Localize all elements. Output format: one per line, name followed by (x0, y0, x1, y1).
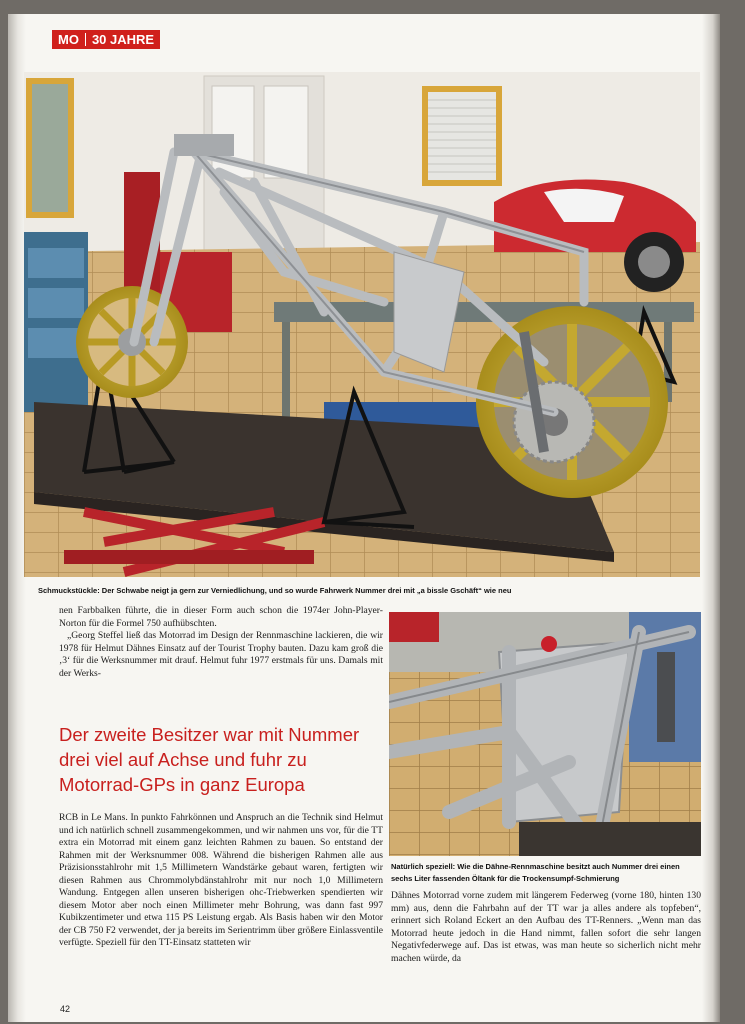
detail-photo (389, 612, 701, 856)
page-number: 42 (60, 1004, 71, 1014)
page-edge-shadow (702, 14, 720, 1022)
section-badge (52, 30, 160, 49)
small-caption-text: Wie die Dähne-Rennmaschine besitzt auch Nummer drei einen sechs Liter fassenden Öltank für die Trockensumpf-Schmierung (391, 862, 680, 883)
main-photo-caption (38, 586, 698, 595)
right-text-column (391, 890, 701, 965)
badge-brand: MO (58, 32, 79, 47)
article-headline: Der zweite Besitzer war mit Nummer drei viel auf Achse und fuhr zu Motorrad-GPs in ganz Europa (59, 724, 360, 795)
intro-text-column (59, 605, 383, 680)
badge-section: 30 JAHRE (91, 32, 155, 47)
detail-photo-illustration (389, 612, 701, 856)
main-photo-illustration (24, 72, 700, 577)
main-caption-text: Der Schwabe neigt ja gern zur Verniedlichung, und so wurde Fahrwerk Nummer drei mit „a bissle Gschäft“ wie neu (101, 586, 512, 595)
badge-divider (85, 33, 86, 46)
intro-paragraph: nen Farbbalken führte, die in dieser Form auch schon die 1974er John-Player-Norton für die Formel 750 aufhübschten. (59, 605, 383, 629)
magazine-page (8, 14, 720, 1022)
detail-photo-caption (391, 861, 701, 885)
main-paragraph: RCB in Le Mans. In punkto Fahrkönnen und Anspruch an die Technik sind Helmut und ich natürlich schnell zusammengekommen, und wir nahmen uns vor, für die TT extra ein Motorrad mit einem ganz leichten Rahmen zu bauen. So entstand der Rahmen mit der Werksnummer 008. Während die bisherigen Rahmen alle aus Präzisionsstahlrohr mit 1,5 Millimetern Wandstärke gebaut waren, fertigten wir diesen Rahmen aus Chrommolybdänstahlrohr mit nur noch 1,0 Millimetern Wandung. Entgegen allen unseren bisherigen ohc-Triebwerken spendierten wir diesem Motor aber noch einen Millimeter mehr Bohrung, was dann fast 997 Kubikzentimeter und etwa 115 PS Leistung ergab. Als Basis haben wir den Motor der CB 750 F2 verwendet, der ja bereits im Serientrimm über größere Einlassventile verfügte. Speziell für den TT-Einsatz statteten wir (59, 812, 383, 948)
intro-quote-paragraph: „Georg Steffel ließ das Motorrad im Design der Rennmaschine lackieren, die wir 1978 für Helmut Dähnes Einsatz auf der Tourist Trophy bauten. Dazu kam groß die ‚3‘ für die Werksnummer mit drauf. Helmut fuhr 1977 erstmals für uns. Damals mit der Werks- (59, 630, 383, 679)
small-caption-prefix: Natürlich speziell: (391, 862, 456, 871)
main-text-column (59, 812, 383, 950)
main-caption-prefix: Schmuckstückle: (38, 586, 100, 595)
main-photo (24, 72, 700, 577)
right-paragraph: Dähnes Motorrad vorne zudem mit längerem Federweg (vorne 180, hinten 130 mm) aus, denn die Fahrbahn auf der TT war ja alles andere als topfeben“, erinnert sich Roland Eckert an den Aufbau des TT-Renners. „Wenn man das Motorrad heute jedoch in die Hand nimmt, fallen sofort die sehr langen Negativfederwege auf. Das ist etwas, was man heute so sicherlich nicht mehr machen würde, da (391, 890, 701, 964)
